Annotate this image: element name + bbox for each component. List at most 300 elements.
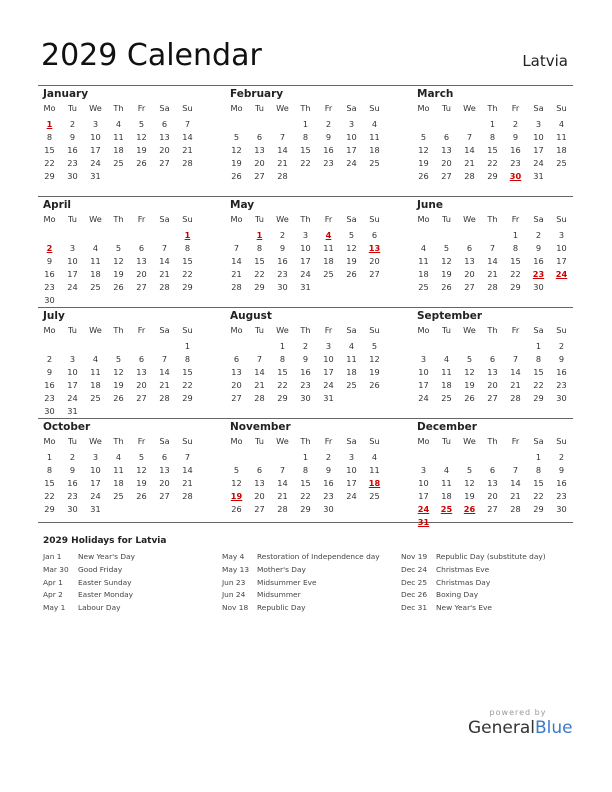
weekday-label: Mo xyxy=(43,325,56,335)
day-cell: 19 xyxy=(464,380,475,390)
day-cell: 13 xyxy=(254,478,265,488)
day-cell: 12 xyxy=(136,132,147,142)
day-cell: 22 xyxy=(44,158,55,168)
day-cell: 29 xyxy=(533,504,544,514)
day-cell: 25 xyxy=(90,282,101,292)
weekday-header xyxy=(38,435,199,448)
day-cell: 30 xyxy=(556,504,567,514)
day-cell: 8 xyxy=(184,354,191,364)
weekday-label: Th xyxy=(113,214,124,224)
week-row xyxy=(38,229,199,242)
day-cell: 29 xyxy=(487,171,498,181)
weekday-label: We xyxy=(463,214,476,224)
weekday-label: We xyxy=(276,214,289,224)
day-cell: 28 xyxy=(510,504,521,514)
week-row xyxy=(412,503,573,516)
week-row xyxy=(412,516,573,529)
day-cell: 28 xyxy=(182,158,193,168)
day-cell: 27 xyxy=(136,282,147,292)
day-cell: 19 xyxy=(136,478,147,488)
holiday-date: Jan 1 xyxy=(43,552,62,561)
month-name: March xyxy=(417,88,454,100)
weekday-label: Mo xyxy=(43,214,56,224)
day-cell: 29 xyxy=(44,504,55,514)
weekday-label: Mo xyxy=(230,325,243,335)
holiday-name: Restoration of Independence day xyxy=(257,552,380,561)
weekday-label: Th xyxy=(487,214,498,224)
day-cell: 28 xyxy=(277,171,288,181)
day-cell: 13 xyxy=(487,367,498,377)
weekday-label: We xyxy=(89,103,102,113)
weekday-label: Sa xyxy=(346,214,357,224)
day-cell: 5 xyxy=(371,341,378,351)
day-cell: 11 xyxy=(346,354,357,364)
day-cell: 17 xyxy=(90,478,101,488)
day-cell: 16 xyxy=(323,145,334,155)
week-row xyxy=(225,366,386,379)
weekday-label: Su xyxy=(369,214,380,224)
day-cell: 12 xyxy=(231,478,242,488)
day-cell: 25 xyxy=(113,491,124,501)
day-cell: 20 xyxy=(136,380,147,390)
day-cell: 9 xyxy=(325,465,332,475)
holiday-date: May 13 xyxy=(222,564,250,574)
weekday-header xyxy=(412,324,573,337)
day-cell: 6 xyxy=(256,132,263,142)
week-row xyxy=(38,340,199,353)
day-cell: 29 xyxy=(44,171,55,181)
day-cell: 19 xyxy=(418,158,429,168)
week-row xyxy=(38,477,199,490)
day-cell: 12 xyxy=(441,256,452,266)
day-cell: 11 xyxy=(113,132,124,142)
month-name: June xyxy=(417,199,443,211)
holiday-day-cell: 24 xyxy=(555,269,568,279)
day-cell: 5 xyxy=(115,243,122,253)
weekday-label: Fr xyxy=(137,214,146,224)
week-row xyxy=(412,229,573,242)
day-cell: 7 xyxy=(279,465,286,475)
day-cell: 2 xyxy=(279,230,286,240)
weekday-label: Tu xyxy=(442,214,451,224)
day-cell: 17 xyxy=(533,145,544,155)
month-name: August xyxy=(230,310,272,322)
day-cell: 3 xyxy=(558,230,565,240)
day-cell: 14 xyxy=(182,132,193,142)
day-cell: 18 xyxy=(323,256,334,266)
day-cell: 10 xyxy=(346,465,357,475)
day-cell: 23 xyxy=(323,158,334,168)
holiday-date: Jun 23 xyxy=(222,577,246,587)
day-cell: 29 xyxy=(533,393,544,403)
weekday-label: Sa xyxy=(159,103,170,113)
day-cell: 18 xyxy=(441,380,452,390)
week-row xyxy=(38,118,199,131)
week-row xyxy=(38,392,199,405)
day-cell: 11 xyxy=(369,465,380,475)
day-cell: 9 xyxy=(325,132,332,142)
day-cell: 2 xyxy=(325,119,332,129)
holiday-date: Dec 31 xyxy=(401,603,428,613)
weekday-label: Th xyxy=(113,325,124,335)
day-cell: 10 xyxy=(556,243,567,253)
weekday-label: Fr xyxy=(324,214,333,224)
day-cell: 26 xyxy=(441,282,452,292)
day-cell: 30 xyxy=(44,406,55,416)
day-cell: 5 xyxy=(138,452,145,462)
weekday-label: We xyxy=(276,436,289,446)
day-cell: 31 xyxy=(90,171,101,181)
weekday-header xyxy=(412,435,573,448)
day-cell: 26 xyxy=(113,282,124,292)
day-cell: 14 xyxy=(277,145,288,155)
day-cell: 11 xyxy=(441,478,452,488)
holiday-name: Easter Sunday xyxy=(78,577,132,587)
day-cell: 10 xyxy=(418,367,429,377)
day-cell: 18 xyxy=(556,145,567,155)
weekday-header xyxy=(225,324,386,337)
week-row xyxy=(38,366,199,379)
week-row xyxy=(412,281,573,294)
day-cell: 8 xyxy=(184,243,191,253)
day-cell: 15 xyxy=(254,256,265,266)
day-cell: 18 xyxy=(113,145,124,155)
weekday-label: Su xyxy=(182,214,193,224)
weekday-header xyxy=(225,213,386,226)
day-cell: 24 xyxy=(300,269,311,279)
month-band xyxy=(38,418,573,527)
day-cell: 30 xyxy=(67,171,78,181)
week-row xyxy=(225,451,386,464)
weekday-label: Fr xyxy=(137,436,146,446)
holiday-day-cell: 1 xyxy=(184,230,191,240)
day-cell: 20 xyxy=(464,269,475,279)
weekday-label: Sa xyxy=(159,325,170,335)
week-row xyxy=(225,490,386,503)
day-cell: 27 xyxy=(441,171,452,181)
day-cell: 29 xyxy=(300,504,311,514)
weekday-label: Fr xyxy=(511,103,520,113)
day-cell: 10 xyxy=(346,132,357,142)
week-row xyxy=(412,490,573,503)
day-cell: 18 xyxy=(441,491,452,501)
day-cell: 28 xyxy=(254,393,265,403)
day-cell: 17 xyxy=(90,145,101,155)
day-cell: 5 xyxy=(138,119,145,129)
weekday-label: Su xyxy=(182,103,193,113)
day-cell: 17 xyxy=(300,256,311,266)
day-cell: 2 xyxy=(46,354,53,364)
day-cell: 17 xyxy=(346,478,357,488)
holiday-date: May 1 xyxy=(43,603,66,613)
day-cell: 10 xyxy=(323,354,334,364)
day-cell: 26 xyxy=(136,491,147,501)
day-cell: 2 xyxy=(325,452,332,462)
day-cell: 21 xyxy=(510,491,521,501)
day-cell: 24 xyxy=(346,491,357,501)
holiday-day-cell: 30 xyxy=(509,171,522,181)
week-row xyxy=(412,340,573,353)
week-row xyxy=(225,281,386,294)
weekday-label: Th xyxy=(487,325,498,335)
day-cell: 24 xyxy=(90,491,101,501)
day-cell: 21 xyxy=(231,269,242,279)
day-cell: 31 xyxy=(533,171,544,181)
day-cell: 11 xyxy=(323,243,334,253)
day-cell: 13 xyxy=(136,256,147,266)
day-cell: 5 xyxy=(115,354,122,364)
weekday-label: Su xyxy=(556,214,567,224)
week-row xyxy=(225,144,386,157)
week-row xyxy=(38,405,199,418)
weekday-label: Fr xyxy=(324,103,333,113)
day-cell: 8 xyxy=(302,465,309,475)
day-cell: 23 xyxy=(556,491,567,501)
day-cell: 2 xyxy=(558,341,565,351)
holiday-date: Apr 1 xyxy=(43,577,63,587)
day-cell: 18 xyxy=(418,269,429,279)
weekday-label: Tu xyxy=(68,325,77,335)
day-cell: 17 xyxy=(418,491,429,501)
holiday-day-cell: 19 xyxy=(230,491,243,501)
day-cell: 20 xyxy=(487,491,498,501)
weekday-label: Sa xyxy=(533,214,544,224)
day-cell: 4 xyxy=(348,341,355,351)
day-cell: 6 xyxy=(138,243,145,253)
day-cell: 9 xyxy=(69,132,76,142)
day-cell: 15 xyxy=(277,367,288,377)
day-cell: 5 xyxy=(420,132,427,142)
weekday-label: Fr xyxy=(137,103,146,113)
day-cell: 17 xyxy=(556,256,567,266)
day-cell: 23 xyxy=(44,393,55,403)
day-cell: 24 xyxy=(67,393,78,403)
week-row xyxy=(412,144,573,157)
day-cell: 18 xyxy=(113,478,124,488)
day-cell: 20 xyxy=(254,491,265,501)
month-band xyxy=(38,85,573,196)
day-cell: 2 xyxy=(69,119,76,129)
day-cell: 4 xyxy=(92,354,99,364)
day-cell: 2 xyxy=(302,341,309,351)
day-cell: 28 xyxy=(182,491,193,501)
day-cell: 7 xyxy=(466,132,473,142)
day-cell: 3 xyxy=(420,354,427,364)
month-band xyxy=(38,307,573,418)
weekday-label: We xyxy=(276,325,289,335)
day-cell: 3 xyxy=(69,243,76,253)
day-cell: 6 xyxy=(138,354,145,364)
week-row xyxy=(225,242,386,255)
day-cell: 10 xyxy=(67,367,78,377)
weekday-label: We xyxy=(89,436,102,446)
day-cell: 16 xyxy=(44,269,55,279)
day-cell: 16 xyxy=(556,367,567,377)
day-cell: 30 xyxy=(44,295,55,305)
weekday-label: Mo xyxy=(417,214,430,224)
day-cell: 2 xyxy=(69,452,76,462)
day-cell: 4 xyxy=(371,452,378,462)
day-cell: 14 xyxy=(510,478,521,488)
day-cell: 10 xyxy=(533,132,544,142)
day-cell: 21 xyxy=(182,145,193,155)
day-cell: 15 xyxy=(533,478,544,488)
day-cell: 5 xyxy=(466,354,473,364)
day-cell: 12 xyxy=(136,465,147,475)
weekday-label: Th xyxy=(300,436,311,446)
day-cell: 4 xyxy=(115,452,122,462)
day-cell: 19 xyxy=(231,158,242,168)
holiday-date: Dec 26 xyxy=(401,590,428,600)
day-cell: 17 xyxy=(346,145,357,155)
holiday-day-cell: 4 xyxy=(325,230,332,240)
day-cell: 1 xyxy=(302,452,309,462)
month-name: January xyxy=(43,88,89,100)
day-cell: 26 xyxy=(136,158,147,168)
holiday-date: Mar 30 xyxy=(43,564,69,574)
weekday-label: Tu xyxy=(442,103,451,113)
day-cell: 15 xyxy=(44,145,55,155)
day-cell: 14 xyxy=(159,367,170,377)
day-cell: 11 xyxy=(556,132,567,142)
day-cell: 8 xyxy=(256,243,263,253)
weekday-label: Su xyxy=(182,436,193,446)
holiday-day-cell: 25 xyxy=(440,504,453,514)
weekday-label: Su xyxy=(556,325,567,335)
weekday-label: Th xyxy=(487,103,498,113)
day-cell: 21 xyxy=(159,380,170,390)
weekday-label: Tu xyxy=(255,325,264,335)
day-cell: 8 xyxy=(279,354,286,364)
holiday-name: New Year's Eve xyxy=(436,603,492,613)
day-cell: 3 xyxy=(535,119,542,129)
day-cell: 28 xyxy=(159,282,170,292)
day-cell: 8 xyxy=(46,465,53,475)
holiday-name: Good Friday xyxy=(78,564,123,574)
day-cell: 23 xyxy=(67,158,78,168)
day-cell: 16 xyxy=(323,478,334,488)
holiday-name: Republic Day xyxy=(257,603,306,613)
weekday-header xyxy=(225,102,386,115)
week-row xyxy=(412,353,573,366)
holiday-day-cell: 31 xyxy=(417,517,430,527)
weekday-label: Th xyxy=(300,325,311,335)
day-cell: 4 xyxy=(558,119,565,129)
week-row xyxy=(225,118,386,131)
day-cell: 26 xyxy=(346,269,357,279)
holiday-name: Midsummer Eve xyxy=(257,577,317,587)
week-row xyxy=(38,144,199,157)
day-cell: 10 xyxy=(90,465,101,475)
day-cell: 24 xyxy=(418,393,429,403)
day-cell: 25 xyxy=(441,393,452,403)
day-cell: 7 xyxy=(512,354,519,364)
weekday-label: Mo xyxy=(417,103,430,113)
day-cell: 19 xyxy=(346,256,357,266)
day-cell: 31 xyxy=(300,282,311,292)
day-cell: 12 xyxy=(369,354,380,364)
powered-by-text: powered by xyxy=(489,708,547,717)
week-row xyxy=(412,392,573,405)
day-cell: 10 xyxy=(67,256,78,266)
week-row xyxy=(38,464,199,477)
day-cell: 28 xyxy=(277,504,288,514)
day-cell: 22 xyxy=(182,380,193,390)
week-row xyxy=(38,170,199,183)
day-cell: 25 xyxy=(346,380,357,390)
day-cell: 9 xyxy=(535,243,542,253)
day-cell: 22 xyxy=(300,158,311,168)
day-cell: 13 xyxy=(159,132,170,142)
weekday-label: Su xyxy=(369,325,380,335)
weekday-label: Fr xyxy=(324,325,333,335)
weekday-label: Mo xyxy=(230,103,243,113)
weekday-label: Tu xyxy=(68,436,77,446)
country-label: Latvia xyxy=(522,52,568,70)
weekday-label: Fr xyxy=(137,325,146,335)
day-cell: 14 xyxy=(254,367,265,377)
day-cell: 19 xyxy=(441,269,452,279)
day-cell: 25 xyxy=(90,393,101,403)
weekday-label: Fr xyxy=(511,325,520,335)
day-cell: 23 xyxy=(67,491,78,501)
day-cell: 3 xyxy=(348,452,355,462)
day-cell: 17 xyxy=(67,380,78,390)
week-row xyxy=(412,268,573,281)
weekday-label: Tu xyxy=(255,214,264,224)
holiday-name: Republic Day (substitute day) xyxy=(436,552,546,561)
day-cell: 3 xyxy=(92,119,99,129)
day-cell: 19 xyxy=(113,380,124,390)
holiday-name: Midsummer xyxy=(257,590,301,600)
day-cell: 24 xyxy=(67,282,78,292)
day-cell: 21 xyxy=(277,158,288,168)
day-cell: 23 xyxy=(510,158,521,168)
day-cell: 6 xyxy=(443,132,450,142)
day-cell: 13 xyxy=(441,145,452,155)
day-cell: 20 xyxy=(159,145,170,155)
week-row xyxy=(225,477,386,490)
week-row xyxy=(38,451,199,464)
holiday-day-cell: 18 xyxy=(368,478,381,488)
day-cell: 3 xyxy=(69,354,76,364)
weekday-label: We xyxy=(89,325,102,335)
month-band xyxy=(38,196,573,307)
week-row xyxy=(225,131,386,144)
day-cell: 13 xyxy=(254,145,265,155)
day-cell: 22 xyxy=(44,491,55,501)
day-cell: 16 xyxy=(300,367,311,377)
day-cell: 2 xyxy=(558,452,565,462)
day-cell: 6 xyxy=(233,354,240,364)
day-cell: 20 xyxy=(136,269,147,279)
day-cell: 23 xyxy=(300,380,311,390)
day-cell: 28 xyxy=(231,282,242,292)
day-cell: 14 xyxy=(159,256,170,266)
day-cell: 19 xyxy=(369,367,380,377)
day-cell: 10 xyxy=(300,243,311,253)
day-cell: 11 xyxy=(113,465,124,475)
day-cell: 26 xyxy=(418,171,429,181)
day-cell: 7 xyxy=(512,465,519,475)
day-cell: 11 xyxy=(441,367,452,377)
weekday-label: Tu xyxy=(255,103,264,113)
day-cell: 21 xyxy=(487,269,498,279)
day-cell: 6 xyxy=(371,230,378,240)
weekday-label: We xyxy=(276,103,289,113)
day-cell: 3 xyxy=(325,341,332,351)
day-cell: 16 xyxy=(277,256,288,266)
